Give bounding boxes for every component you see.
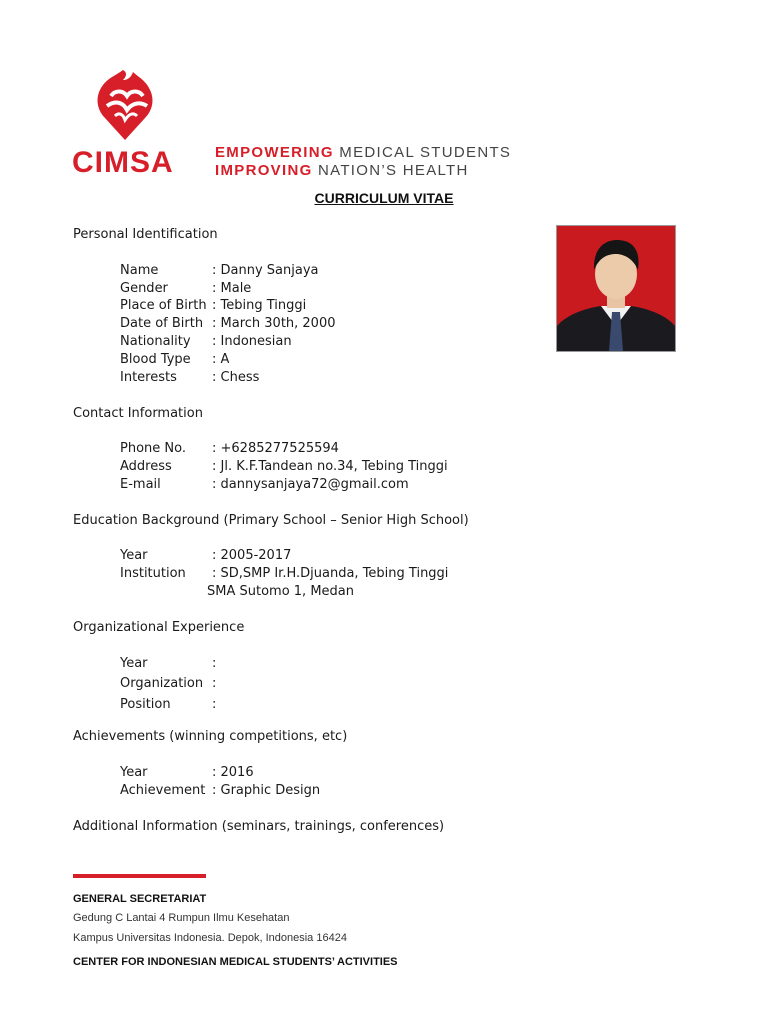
- row-value: : Indonesian: [212, 334, 292, 349]
- row-value: : Chess: [212, 370, 260, 385]
- cimsa-logo-icon: [93, 66, 157, 146]
- row-value: : 2005-2017: [212, 548, 292, 563]
- tagline-1-bold: EMPOWERING: [215, 144, 334, 161]
- tagline-2-rest: NATION’S HEALTH: [312, 162, 469, 179]
- row-label: Date of Birth: [120, 316, 204, 331]
- row-value: : Danny Sanjaya: [212, 263, 319, 278]
- row-label: Blood Type: [120, 352, 191, 367]
- footer-address-line-2: Kampus Universitas Indonesia. Depok, Indonesia 16424: [73, 932, 347, 944]
- profile-photo: [556, 225, 676, 352]
- row-label: Name: [120, 263, 159, 278]
- section-contact-heading: Contact Information: [73, 406, 203, 421]
- document-title: CURRICULUM VITAE: [314, 190, 454, 206]
- row-label: Address: [120, 459, 172, 474]
- section-additional-heading: Additional Information (seminars, trainings, conferences): [73, 819, 445, 834]
- row-label: Phone No.: [120, 441, 186, 456]
- row-value: : Jl. K.F.Tandean no.34, Tebing Tinggi: [212, 459, 448, 474]
- tagline-2-bold: IMPROVING: [215, 162, 313, 179]
- tagline-1-rest: MEDICAL STUDENTS: [333, 144, 512, 161]
- row-label: Achievement: [120, 783, 206, 798]
- person-portrait-icon: [557, 226, 675, 351]
- row-value: : March 30th, 2000: [212, 316, 336, 331]
- row-value: :: [212, 676, 217, 691]
- row-label: Institution: [120, 566, 186, 581]
- row-label: Year: [120, 656, 148, 671]
- row-value: : Male: [212, 281, 252, 296]
- row-value: : +6285277525594: [212, 441, 339, 456]
- footer-center-name: CENTER FOR INDONESIAN MEDICAL STUDENTS’ ACTIVITIES: [73, 956, 398, 968]
- row-value: : 2016: [212, 765, 254, 780]
- row-label: Organization: [120, 676, 204, 691]
- row-label: Interests: [120, 370, 177, 385]
- section-achievements-heading: Achievements (winning competitions, etc): [73, 729, 348, 744]
- education-continuation: SMA Sutomo 1, Medan: [207, 584, 354, 599]
- row-label: Year: [120, 765, 148, 780]
- row-value: : dannysanjaya72@gmail.com: [212, 477, 409, 492]
- row-value: :: [212, 656, 217, 671]
- section-education-heading: Education Background (Primary School – Senior High School): [73, 513, 469, 528]
- tagline: [215, 144, 511, 180]
- section-organizational-heading: Organizational Experience: [73, 620, 245, 635]
- row-label: Year: [120, 548, 148, 563]
- section-personal-heading: Personal Identification: [73, 227, 218, 242]
- row-label: E-mail: [120, 477, 161, 492]
- footer-address-line-1: Gedung C Lantai 4 Rumpun Ilmu Kesehatan: [73, 912, 290, 924]
- footer-secretariat: GENERAL SECRETARIAT: [73, 893, 207, 905]
- row-value: : A: [212, 352, 230, 367]
- row-label: Nationality: [120, 334, 191, 349]
- row-label: Place of Birth: [120, 298, 207, 313]
- footer-divider: [73, 874, 206, 878]
- row-value: : SD,SMP Ir.H.Djuanda, Tebing Tinggi: [212, 566, 449, 581]
- row-value: : Tebing Tinggi: [212, 298, 307, 313]
- row-label: Position: [120, 697, 171, 712]
- row-label: Gender: [120, 281, 168, 296]
- logo-wordmark: CIMSA: [72, 146, 174, 179]
- row-value: :: [212, 697, 217, 712]
- row-value: : Graphic Design: [212, 783, 321, 798]
